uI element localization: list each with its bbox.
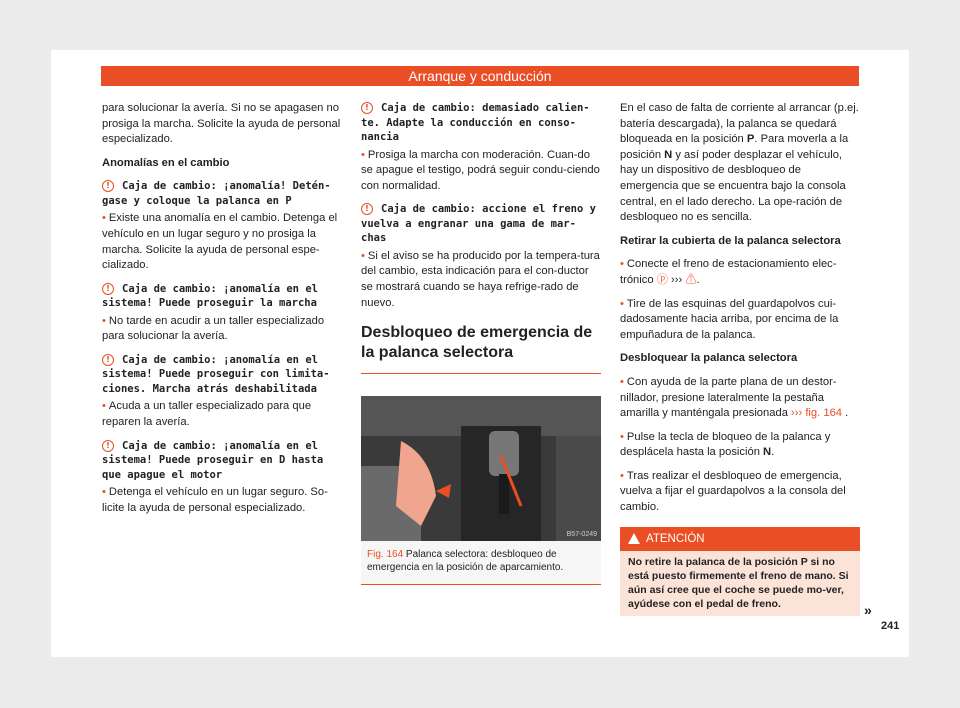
warning-icon: ! [361,102,373,114]
warning-text: • No tarde en acudir a un taller especializado para solucionar la avería. [102,314,325,343]
attention-header: ATENCIÓN [620,527,860,551]
warning-text: • Existe una anomalía en el cambio. Detenga el vehículo en un lugar seguro y no prosiga la marcha. Solicite la ayuda de personal espe-cializado. [102,212,338,272]
warning-triangle-icon: ⚠ [685,273,697,286]
warning-title: ! Caja de cambio: ¡anomalía en el sistema! Puede proseguir en D hasta que apague el motor [102,439,324,481]
step: • Tras realizar el desbloqueo de emergencia, vuelva a fijar el guardapolvos a la consola del cambio. [620,469,846,514]
warning-title: ! Caja de cambio: accione el freno y vuelva a engranar una gama de mar-chas [361,203,596,245]
section-title: Desbloqueo de emergencia de la palanca selectora [361,323,601,374]
warning-title: ! Caja de cambio: demasiado calien-te. Adapte la conducción en conso-nancia [361,102,590,143]
intro-paragraph: En el caso de falta de corriente al arrancar (p.ej. batería descargada), la palanca se quedará bloqueada en la posición P. Para moverla a la posición N y así poder desplazar el vehículo, hay un dispositivo de desbloqueo de emergencia que se encuentra bajo la consola central, en el lado derecho. La ope-ración de desbloqueo no es sencilla. [620,102,859,224]
warning-icon: ! [102,354,114,366]
reference-link[interactable]: ››› [671,273,683,286]
warning-text: • Detenga el vehículo en un lugar seguro. So-licite la ayuda de personal especializado. [102,486,328,514]
warning-icon: ! [102,180,114,192]
intro-text: para solucionar la avería. Si no se apagasen no prosiga la marcha. Solicite la ayuda de personal especializado. [102,102,341,146]
chapter-header: Arranque y conducción [101,66,859,86]
step: • Pulse la tecla de bloqueo de la palanca y desplácela hasta la posición N. [620,430,831,459]
page-number: 241 [881,620,900,632]
warning-title: ! Caja de cambio: ¡anomalía! Detén-gase y coloque la palanca en P [102,180,331,207]
figure-caption: Fig. 164 Palanca selectora: desbloqueo de emergencia en la posición de aparcamiento. [367,549,564,573]
warning-text: • Si el aviso se ha producido por la tempera-tura del cambio, esta indicación para el con-ductor se mostrará cuando se haya refrige-rado de nuevo. [361,249,600,309]
figure-164 [361,396,601,585]
warning-icon: ! [102,440,114,452]
warning-icon: ! [102,283,114,295]
brake-icon: ⓟ [656,273,668,286]
attention-box [620,527,860,616]
warning-triangle-icon [628,533,640,544]
figure-link[interactable]: ››› fig. 164 [791,407,843,420]
column-right [620,101,860,524]
subheading-anomalias: Anomalías en el cambio [102,156,230,169]
step: • Conecte el freno de estacionamiento elec-trónico ⓟ ››› ⚠. [620,258,837,286]
subheading-cubierta: Retirar la cubierta de la palanca selectora [620,234,841,247]
column-middle [361,101,601,384]
warning-title: ! Caja de cambio: ¡anomalía en el sistema! Puede proseguir con limita-ciones. Marcha atrás deshabilitada [102,353,330,395]
warning-text: • Acuda a un taller especializado para que reparen la avería. [102,400,312,429]
attention-text: No retire la palanca de la posición P si no está puesto firmemente el freno de mano. Si aún así cree que el coche se puede mo-ver, ayúdese con el pedal de freno. [628,556,849,610]
column-left [102,101,344,524]
gear-lever-illustration [361,396,601,541]
step: • Tire de las esquinas del guardapolvos cui-dadosamente hacia arriba, por encima de la empuñadura de la palanca. [620,297,839,341]
continue-mark: » [864,602,872,618]
gear-lever-photo [361,396,601,541]
subheading-desbloquear: Desbloquear la palanca selectora [620,352,798,365]
warning-icon: ! [361,203,373,215]
warning-text: • Prosiga la marcha con moderación. Cuan-do se apague el testigo, podrá seguir condu-ciendo con normalidad. [361,148,600,192]
warning-title: ! Caja de cambio: ¡anomalía en el sistema! Puede proseguir la marcha [102,282,318,310]
figure-code: B57-0249 [566,531,597,538]
step: • Con ayuda de la parte plana de un destor-nillador, presione lateralmente la pestaña amarilla y manténgala presionada ››› fig. 164 . [620,375,849,420]
